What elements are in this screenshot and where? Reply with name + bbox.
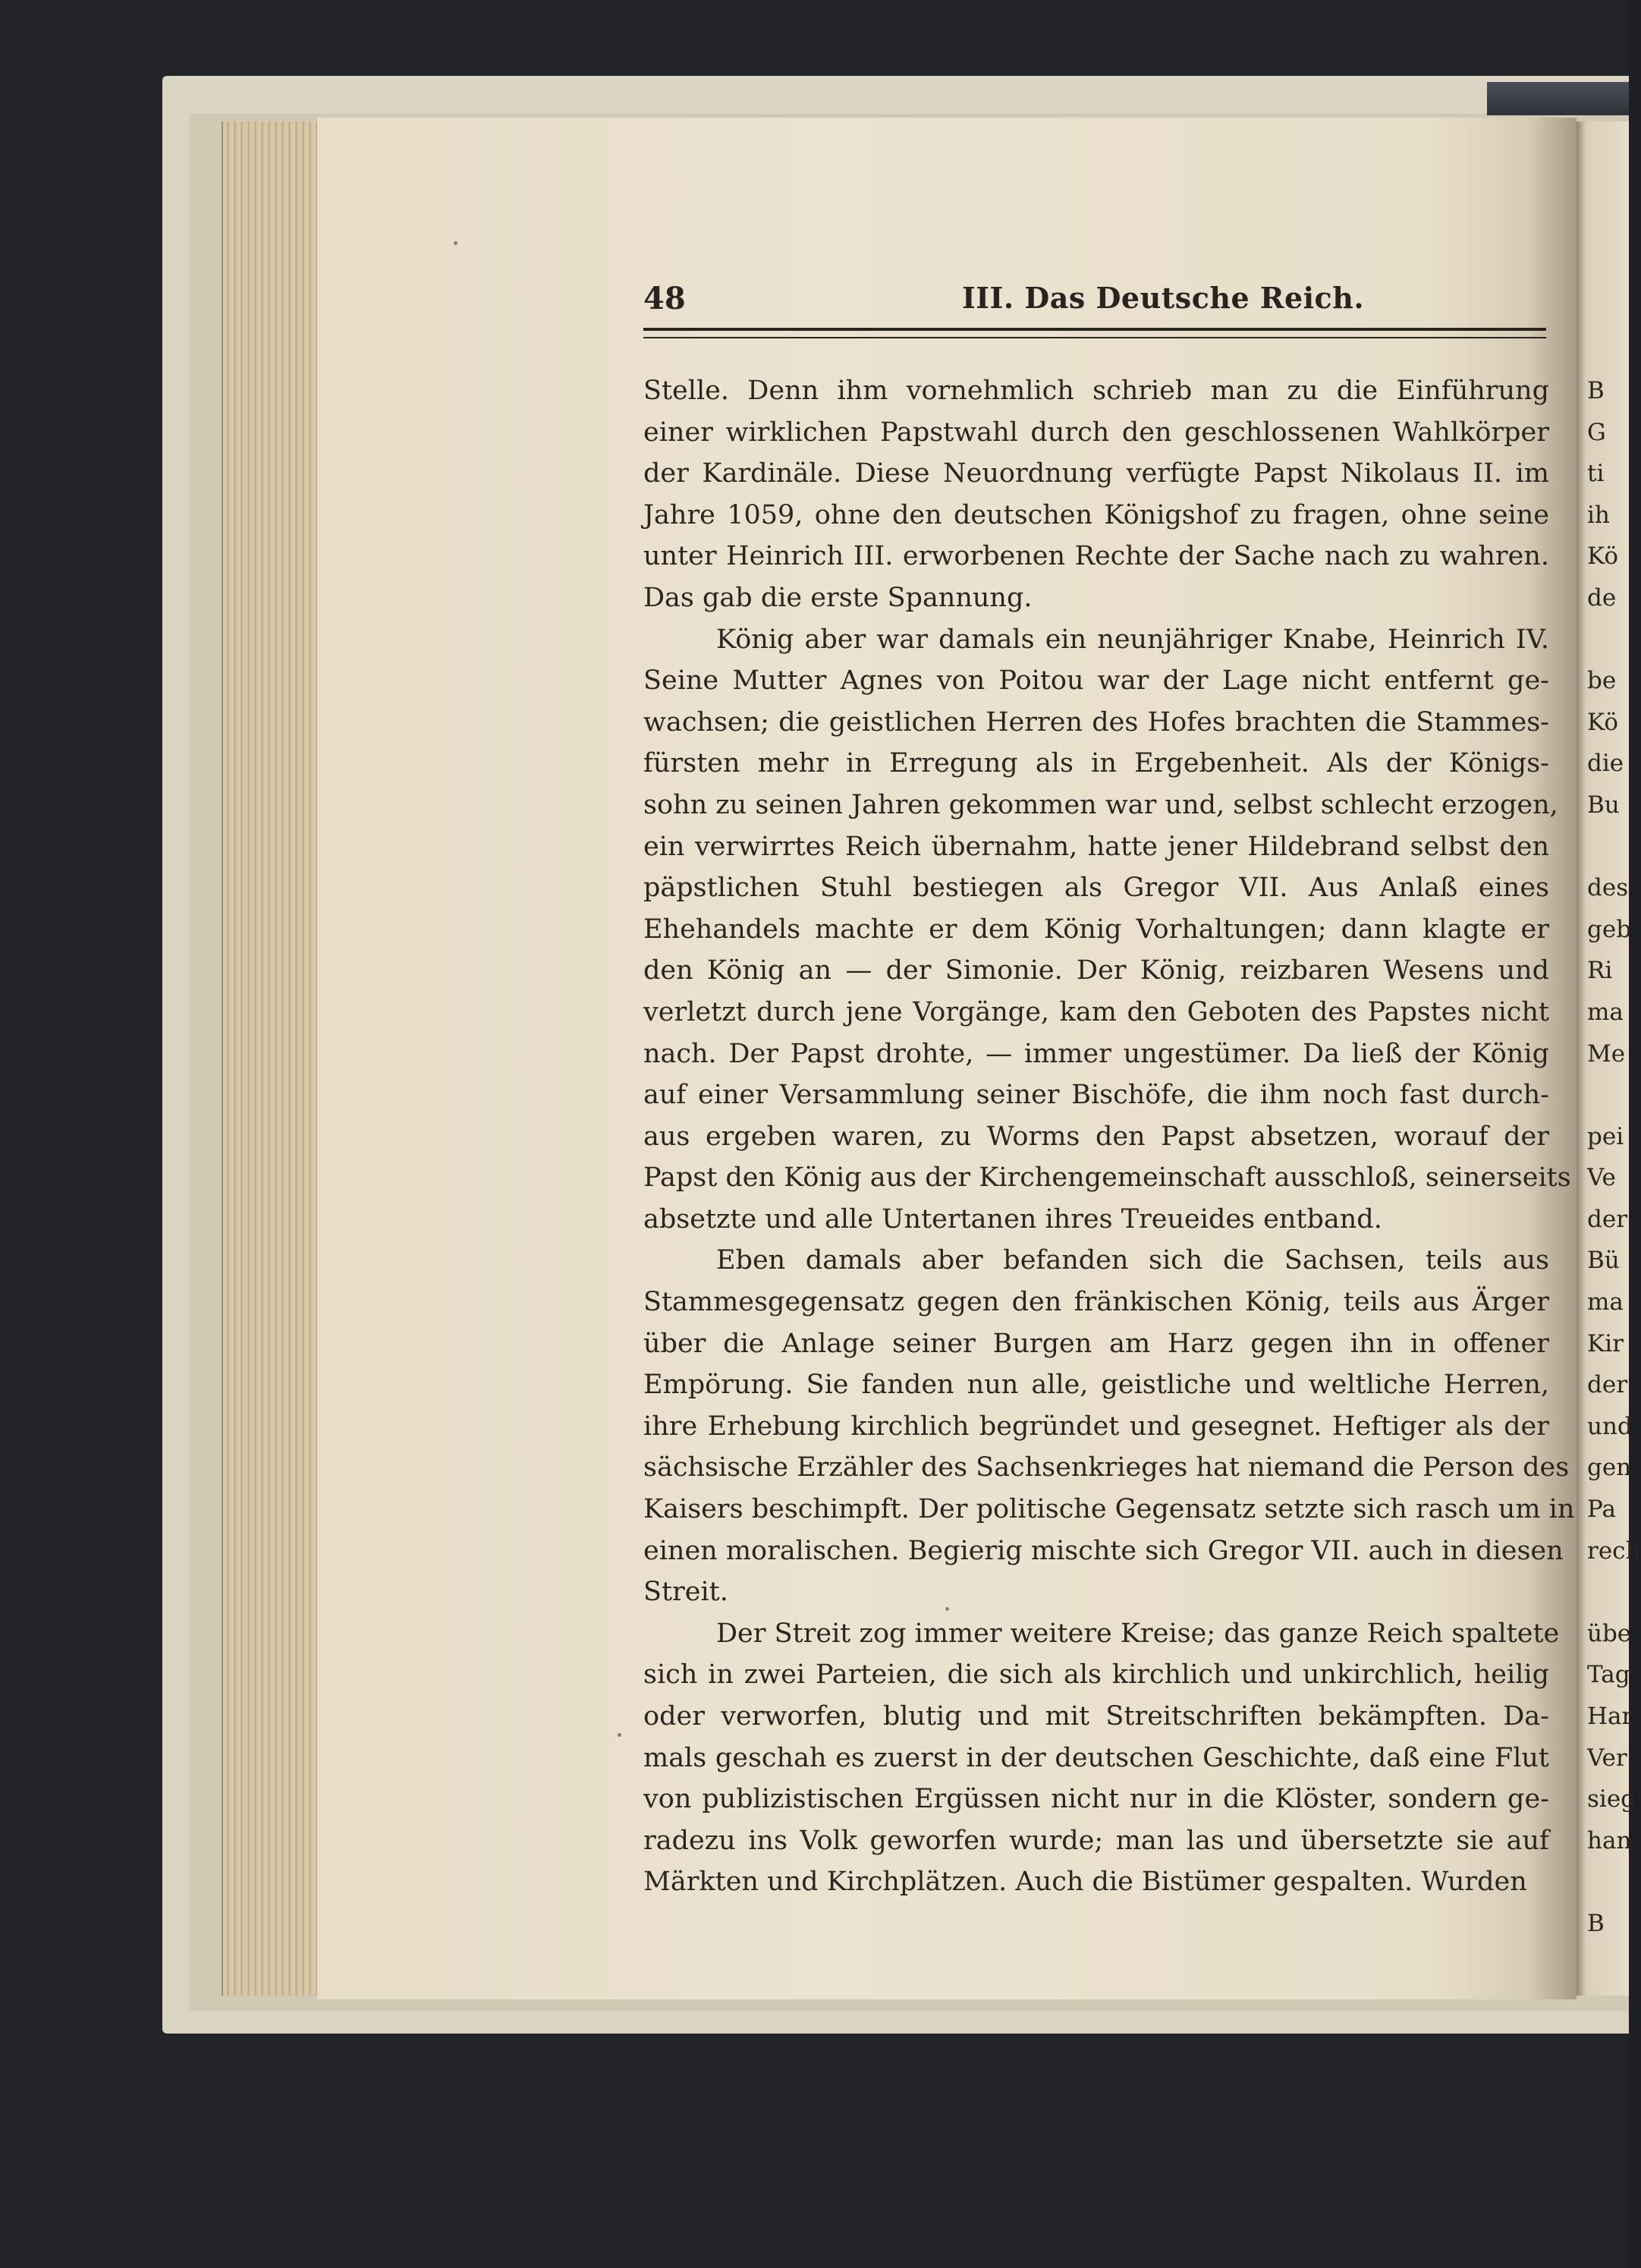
text-line: sohn zu seinen Jahren gekommen war und, selbst schlecht erzogen, — [643, 789, 1558, 820]
facing-page-fragment: Ver — [1587, 1744, 1627, 1772]
text-line: nach. Der Papst drohte, — immer ungestümer. Da ließ der König — [643, 1038, 1549, 1069]
facing-page-fragment: ih — [1587, 501, 1610, 529]
page-number: 48 — [643, 281, 686, 316]
text-line: absetzte und alle Untertanen ihres Treueides entband. — [643, 1203, 1382, 1235]
facing-page-fragment: geb — [1587, 915, 1632, 943]
paper-speck — [945, 1607, 949, 1611]
text-line: Seine Mutter Agnes von Poitou war der Lage nicht entfernt ge- — [643, 665, 1549, 697]
facing-page-fragment: sieg — [1587, 1785, 1636, 1813]
text-line: von publizistischen Ergüssen nicht nur in die Klöster, sondern ge- — [643, 1784, 1549, 1815]
binding-tape — [1487, 82, 1629, 115]
text-line: über die Anlage seiner Burgen am Harz gegen ihn in offener — [643, 1328, 1549, 1359]
facing-page-fragment: Me — [1587, 1040, 1626, 1068]
facing-page-fragment: Kö — [1587, 708, 1618, 736]
text-line: Empörung. Sie fanden nun alle, geistliche und weltliche Herren, — [643, 1370, 1549, 1401]
facing-page-fragment: Ri — [1587, 957, 1613, 985]
paper-speck — [618, 1733, 621, 1737]
facing-page-fragment — [1587, 1074, 1629, 1116]
text-line: Der Streit zog immer weitere Kreise; das ganze Reich spaltete — [716, 1618, 1560, 1649]
header-rule-thin — [643, 337, 1546, 338]
facing-page-fragment: übe — [1587, 1619, 1632, 1647]
facing-page-fragment: rech — [1587, 1537, 1641, 1565]
facing-page-fragment: G — [1587, 418, 1606, 446]
facing-page-fragment: der — [1587, 1371, 1628, 1399]
text-line: radezu ins Volk geworfen wurde; man las und übersetzte sie auf — [643, 1825, 1549, 1856]
text-line: Jahre 1059, ohne den deutschen Königshof zu fragen, ohne seine — [643, 499, 1549, 530]
facing-page-fragment: B — [1587, 377, 1605, 404]
facing-page-fragment: Kir — [1587, 1329, 1624, 1357]
text-line: auf einer Versammlung seiner Bischöfe, die ihm noch fast durch- — [643, 1080, 1549, 1111]
text-line: einer wirklichen Papstwahl durch den geschlossenen Wahlkörper — [643, 417, 1549, 448]
text-line: Streit. — [643, 1577, 728, 1608]
facing-page-fragment: Pa — [1587, 1496, 1616, 1524]
text-line: wachsen; die geistlichen Herren des Hofes brachten die Stammes- — [643, 706, 1549, 738]
text-line: der Kardinäle. Diese Neuordnung verfügte Papst Nikolaus II. im — [643, 458, 1549, 489]
header-rule — [643, 328, 1546, 331]
facing-page-fragment: die — [1587, 750, 1624, 778]
facing-page-fragment: Kö — [1587, 543, 1618, 571]
text-line: fürsten mehr in Erregung als in Ergebenheit. Als der Königs- — [643, 748, 1549, 779]
facing-page-fragment: Bu — [1587, 791, 1620, 819]
facing-page-fragment: der — [1587, 1205, 1628, 1233]
facing-page-fragment: han — [1587, 1826, 1632, 1854]
text-line: oder verworfen, blutig und mit Streitschriften bekämpften. Da- — [643, 1701, 1549, 1732]
text-line: sich in zwei Parteien, die sich als kirchlich und unkirchlich, heilig — [643, 1659, 1549, 1691]
facing-page-fragment: Har — [1587, 1703, 1633, 1730]
text-line: Stammesgegensatz gegen den fränkischen König, teils aus Ärger — [643, 1287, 1549, 1318]
text-line: verletzt durch jene Vorgänge, kam den Geboten des Papstes nicht — [643, 996, 1549, 1027]
facing-page-fragment — [1587, 826, 1629, 868]
text-line: Märkten und Kirchplätzen. Auch die Bistümer gespalten. Wurden — [643, 1867, 1527, 1898]
text-line: ein verwirrtes Reich übernahm, hatte jener Hildebrand selbst den — [643, 831, 1549, 862]
facing-page-fragment — [1587, 619, 1629, 661]
facing-page-fragment — [1587, 1571, 1629, 1613]
text-line: sächsische Erzähler des Sachsenkrieges hat niemand die Person des — [643, 1452, 1570, 1483]
text-line: einen moralischen. Begierig mischte sich Gregor VII. auch in diesen — [643, 1535, 1564, 1566]
facing-page-fragment: gen — [1587, 1454, 1632, 1482]
facing-page-fragment: ma — [1587, 998, 1624, 1026]
facing-page-fragment: B — [1587, 1909, 1605, 1937]
facing-page-fragment: ti — [1587, 460, 1605, 488]
facing-page-fragment: Bü — [1587, 1247, 1620, 1275]
text-line: Eben damals aber befanden sich die Sachsen, teils aus — [716, 1245, 1549, 1276]
facing-page-text-fragments — [1587, 370, 1641, 1945]
text-line: König aber war damals ein neunjähriger Knabe, Heinrich IV. — [716, 624, 1549, 655]
text-line: aus ergeben waren, zu Worms den Papst absetzen, worauf der — [643, 1121, 1549, 1152]
body-text — [643, 370, 1575, 1903]
text-line: ihre Erhebung kirchlich begründet und gesegnet. Heftiger als der — [643, 1411, 1549, 1442]
facing-page-fragment: pei — [1587, 1122, 1624, 1150]
facing-page-fragment: ma — [1587, 1288, 1624, 1316]
running-head: III. Das Deutsche Reich. — [962, 281, 1365, 315]
text-line: Stelle. Denn ihm vornehmlich schrieb man zu die Einführung — [643, 376, 1549, 406]
paper-speck — [454, 241, 457, 245]
text-line: mals geschah es zuerst in der deutschen Geschichte, daß eine Flut — [643, 1742, 1549, 1773]
facing-page-fragment: des — [1587, 874, 1629, 902]
facing-page-fragment — [1587, 1861, 1629, 1903]
facing-page-fragment: und — [1587, 1412, 1633, 1440]
text-line: Das gab die erste Spannung. — [643, 582, 1033, 613]
facing-page-fragment: be — [1587, 667, 1617, 695]
text-line: unter Heinrich III. erworbenen Rechte der Sache nach zu wahren. — [643, 541, 1549, 572]
text-line: Papst den König aus der Kirchengemeinschaft ausschloß, seinerseits — [643, 1162, 1571, 1194]
facing-page-fragment: de — [1587, 584, 1617, 612]
text-line: den König an — der Simonie. Der König, reizbaren Wesens und — [643, 955, 1549, 986]
text-line: päpstlichen Stuhl bestiegen als Gregor VII. Aus Anlaß eines — [643, 873, 1549, 904]
facing-page-fragment: Tag — [1587, 1661, 1630, 1689]
facing-page-fragment: Ve — [1587, 1164, 1616, 1192]
text-line: Ehehandels machte er dem König Vorhaltungen; dann klagte er — [643, 914, 1549, 945]
text-line: Kaisers beschimpft. Der politische Gegensatz setzte sich rasch um in — [643, 1494, 1575, 1525]
page-edge-stack — [222, 121, 320, 1996]
